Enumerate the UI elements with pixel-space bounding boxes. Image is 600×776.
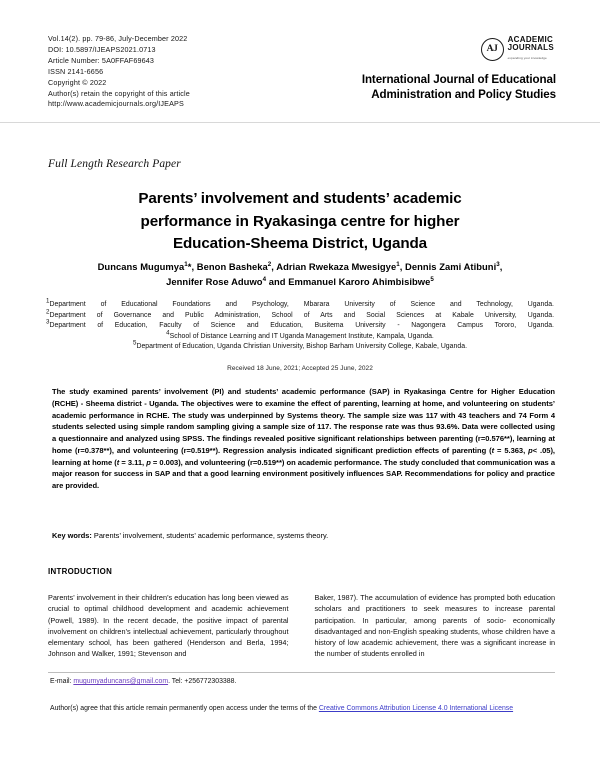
body-column-right: Baker, 1987). The accumulation of evidence has prompted both education scholars and practitioners to seek measures to increase parental participation. In particular, among parents of socio- economically disadvantaged and non-English speaking students, whose children have a history of low academic achievement, there was a significant increase in the number of students enrolled in (314, 593, 555, 659)
keywords-label: Key words: (52, 531, 92, 540)
page-title-line2: performance in Ryakasinga centre for higher (140, 212, 460, 230)
abstract-part-3: < .05), learning at home ( (52, 445, 556, 467)
abstract-text (52, 386, 555, 492)
abstract-part-1: The study examined parents’ involvement (PI) and students’ academic performance (SAP) in Ryakasinga Centre for Higher Education (RCHE) - Sheema district - Uganda. The objectives were to examine the effect of parenting, learning at home, and volunteering on students’ academic performance in RCHE. The study was underpinned by Systems theory. The sample size was 117 with 43 teachers and 74 Form 4 students selected using simple random sampling giving a sample size of 117. The response rate was thus 93.6%. Data were collected using a questionnaire and analyzed using SPSS. The findings revealed positive significant relationships between parenting (r=0.576**), learning at home (r=0.378**), and volunteering (r=0.519**). Regression analysis indicated significant prediction effects of parenting ( (52, 387, 555, 455)
body-columns (48, 592, 555, 660)
page-title-line3: Education-Sheema District, Uganda (172, 235, 428, 252)
license-statement (50, 703, 555, 715)
abstract-stat-t2: t (116, 457, 120, 467)
abstract-part-2: = 5.363, (494, 445, 529, 455)
author-email-link[interactable]: mugumyaduncans@gmail.com (73, 678, 169, 685)
affiliation-list (46, 297, 554, 353)
creative-commons-license-link[interactable]: Creative Commons Attribution License 4.0 International License (318, 705, 514, 712)
corresponding-author-contact (50, 676, 555, 687)
masthead-divider (0, 122, 600, 123)
received-accepted-dates: Received 18 June, 2021; Accepted 25 June, 2022 (227, 365, 373, 372)
copyright-line: Copyright © 2022 (48, 77, 107, 87)
journal-name-line2: Administration and Policy Studies (371, 88, 556, 102)
abstract-part-5: = 0.003), and volunteering (r=0.519**) on academic performance. The study concluded that communication was a major reason for success in SAP and that a good learning environment positively influences SAP. Recommendations for policy and practice are provided. (52, 457, 556, 490)
affiliation-1: $^1$Department of Educational Foundations and Psychology, Mbarara University of Science and Technology, Uganda. (46, 297, 554, 308)
volume-line: Vol.14(2). pp. 79-86, July-December 2022 (48, 34, 188, 43)
masthead-right (362, 34, 556, 102)
aj-tagline: expanding your knowledge (507, 56, 547, 61)
article-number-line: Article Number: 5A0FFAF69643 (48, 55, 155, 65)
author-line-2: Jennifer Rose Aduwo$^4$ and Emmanuel Karoro Ahimbisibwe$^5$ (166, 275, 434, 287)
doi-line: DOI: 10.5897/IJEAPS2021.0713 (48, 44, 156, 54)
copyright-retain-line: Author(s) retain the copyright of this article (48, 88, 190, 98)
abstract-stat-p1: p (528, 445, 533, 455)
affiliation-3: $^3$Department of Education, Faculty of Science and Education, Busitema University - Nagongera Campus Tororo, Uganda. (46, 318, 554, 330)
affiliation-2: $^2$Department of Governance and Public Administration, School of Arts and Social Sciences at Kabale University, Uganda. (46, 308, 554, 319)
keywords-value: Parents’ involvement, students’ academic performance, systems theory. (91, 531, 329, 540)
aj-wordmark (508, 36, 554, 62)
author-list (50, 260, 550, 289)
body-column-left: Parents’ involvement in their children’s education has long been viewed as crucial to optimal childhood development and academic achievement (Powell, 1989). In the recent decade, the positive impact of parental involvement on children’s intellectual achievement, particularly throughout elementary school, has been gathered (Henderson and Berla, 1994; Johnson and Walker, 1991; Stevenson and (48, 593, 289, 659)
issn-line: ISSN 2141-6656 (48, 66, 104, 76)
affiliation-5: $^5$Department of Education, Uganda Christian University, Bishop Barham University College, Kabale, Uganda. (132, 340, 468, 351)
author-line-1: Duncans Mugumya$^1$*, Benon Basheka$^2$, Adrian Rwekaza Mwesigye$^1$, Dennis Zami Atibuni$^3$, (97, 260, 503, 272)
abstract-stat-t1: t (491, 445, 495, 455)
aj-word-academic: ACADEMIC (507, 35, 554, 44)
email-label: E-mail: (50, 678, 74, 685)
license-text: Author(s) agree that this article remain permanently open access under the terms of the (50, 705, 319, 712)
aj-word-journals: JOURNALS (507, 43, 554, 53)
section-heading-introduction: INTRODUCTION (48, 567, 113, 576)
academic-journals-logo (481, 36, 554, 62)
footer-divider (48, 672, 555, 673)
abstract-stat-p2: p (146, 457, 151, 467)
page-title (62, 188, 538, 256)
keywords-line (52, 530, 555, 541)
telephone-text: . Tel: +256772303388. (168, 678, 237, 685)
journal-name-line1: International Journal of Educational (361, 73, 556, 87)
journal-name (362, 72, 556, 102)
abstract-part-4: = 3.11, (119, 457, 147, 467)
journal-url-line[interactable]: http://www.academicjournals.org/IJEAPS (48, 99, 184, 109)
aj-monogram-icon: AJ (481, 38, 504, 61)
page-title-line1: Parents’ involvement and students’ academic (138, 190, 462, 207)
affiliation-4: $^4$School of Distance Learning and IT Uganda Management Institute, Kampala, Uganda. (166, 329, 434, 340)
masthead (0, 0, 600, 122)
article-type-label: Full Length Research Paper (48, 158, 181, 170)
journal-metadata-block (48, 34, 190, 110)
